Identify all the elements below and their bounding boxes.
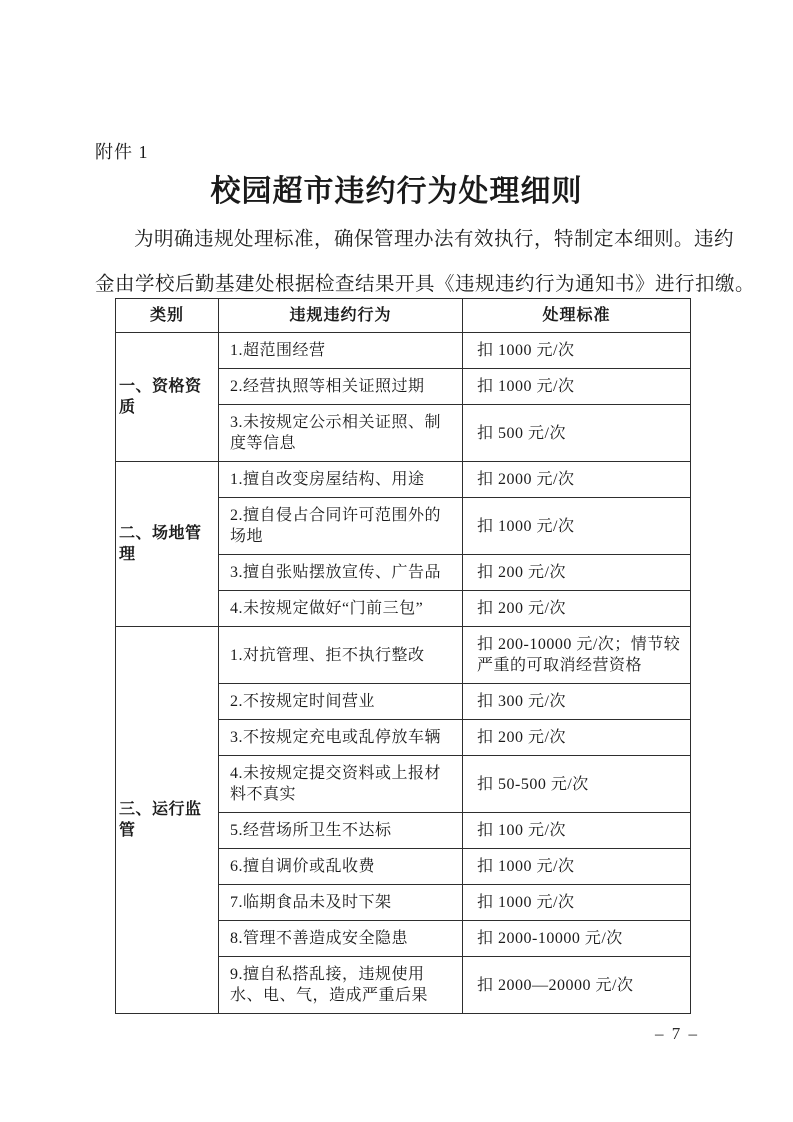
behavior-cell: 2.擅自侵占合同许可范围外的场地 [219, 498, 463, 555]
penalty-cell: 扣 100 元/次 [463, 813, 691, 849]
table-row [116, 627, 691, 684]
penalty-cell: 扣 500 元/次 [463, 405, 691, 462]
table-header-category: 类别 [116, 299, 219, 333]
violation-rules-table [115, 298, 691, 1014]
table-header-row [116, 299, 691, 333]
penalty-cell: 扣 300 元/次 [463, 684, 691, 720]
behavior-cell: 5.经营场所卫生不达标 [219, 813, 463, 849]
penalty-cell: 扣 50-500 元/次 [463, 756, 691, 813]
behavior-cell: 3.不按规定充电或乱停放车辆 [219, 720, 463, 756]
category-cell: 二、场地管理 [116, 462, 219, 627]
page-number: – 7 – [655, 1024, 699, 1043]
penalty-cell: 扣 200 元/次 [463, 555, 691, 591]
penalty-cell: 扣 1000 元/次 [463, 885, 691, 921]
intro-line: 金由学校后勤基建处根据检查结果开具《违规违约行为通知书》进行扣缴。 [95, 274, 756, 295]
attachment-label: 附件 1 [95, 142, 149, 162]
behavior-cell: 3.擅自张贴摆放宣传、广告品 [219, 555, 463, 591]
behavior-cell: 6.擅自调价或乱收费 [219, 849, 463, 885]
penalty-cell: 扣 1000 元/次 [463, 849, 691, 885]
table-header-penalty: 处理标准 [463, 299, 691, 333]
behavior-cell: 1.超范围经营 [219, 333, 463, 369]
document-title: 校园超市违约行为处理细则 [210, 175, 583, 208]
penalty-cell: 扣 1000 元/次 [463, 498, 691, 555]
behavior-cell: 2.不按规定时间营业 [219, 684, 463, 720]
table-row [116, 333, 691, 369]
behavior-cell: 1.对抗管理、拒不执行整改 [219, 627, 463, 684]
penalty-cell: 扣 200 元/次 [463, 720, 691, 756]
category-cell: 一、资格资质 [116, 333, 219, 462]
penalty-cell: 扣 1000 元/次 [463, 333, 691, 369]
behavior-cell: 4.未按规定提交资料或上报材料不真实 [219, 756, 463, 813]
behavior-cell: 1.擅自改变房屋结构、用途 [219, 462, 463, 498]
behavior-cell: 3.未按规定公示相关证照、制度等信息 [219, 405, 463, 462]
table-header-behavior: 违规违约行为 [219, 299, 463, 333]
penalty-cell: 扣 200-10000 元/次；情节较严重的可取消经营资格 [463, 627, 691, 684]
penalty-cell: 扣 2000-10000 元/次 [463, 921, 691, 957]
behavior-cell: 8.管理不善造成安全隐患 [219, 921, 463, 957]
table-row [116, 462, 691, 498]
intro-paragraph [95, 217, 756, 307]
behavior-cell: 4.未按规定做好“门前三包” [219, 591, 463, 627]
penalty-cell: 扣 2000 元/次 [463, 462, 691, 498]
category-cell: 三、运行监管 [116, 627, 219, 1014]
intro-line: 为明确违规处理标准，确保管理办法有效执行，特制定本细则。违约 [134, 229, 735, 250]
behavior-cell: 9.擅自私搭乱接，违规使用水、电、气，造成严重后果 [219, 957, 463, 1014]
penalty-cell: 扣 2000—20000 元/次 [463, 957, 691, 1014]
behavior-cell: 2.经营执照等相关证照过期 [219, 369, 463, 405]
penalty-cell: 扣 200 元/次 [463, 591, 691, 627]
behavior-cell: 7.临期食品未及时下架 [219, 885, 463, 921]
penalty-cell: 扣 1000 元/次 [463, 369, 691, 405]
